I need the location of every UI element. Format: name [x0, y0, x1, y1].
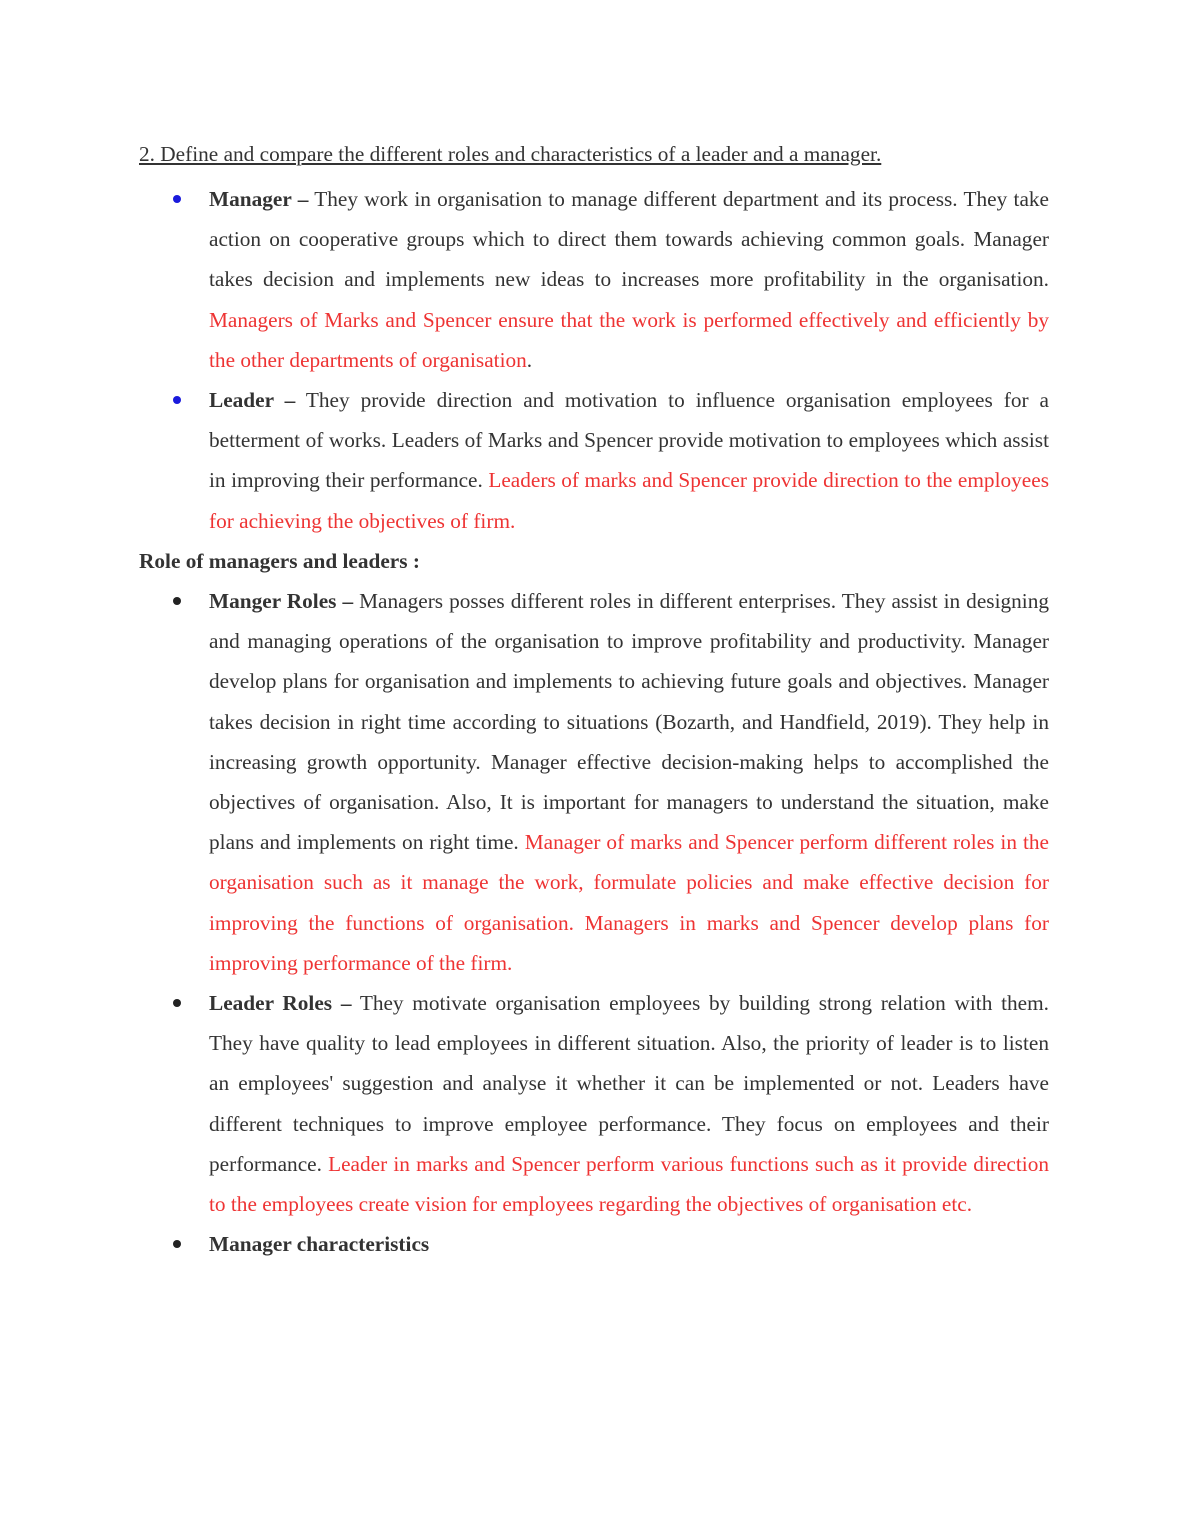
highlighted-text: Managers of Marks and Spencer ensure that the work is performed effectively and efficiently by the other departments of organisation	[209, 307, 1049, 372]
bullet-icon	[173, 597, 181, 605]
term-label: Manager –	[209, 187, 309, 211]
document-page	[139, 139, 1049, 1264]
highlighted-text: Leaders of marks and Spencer provide direction to the employees for achieving the objectives of firm.	[209, 468, 1049, 533]
term-label: Manger Roles –	[209, 589, 354, 614]
bullet-icon	[173, 396, 181, 404]
bullet-icon	[173, 195, 181, 203]
bullet-icon	[173, 1240, 181, 1248]
body-text: They motivate organisation employees by building strong relation with them. They have quality to lead employees in different situation. Also, the priority of leader is to listen an employees' suggestion and analyse it whether it can be implemented or not. Leaders have different techniques to improve employee performance. They focus on employees and their performance.	[209, 991, 1049, 1176]
term-label: Manager characteristics	[209, 1232, 430, 1257]
list-item-manager-definition	[139, 179, 1049, 380]
list-item-manager-roles	[139, 581, 1049, 983]
highlighted-text: Manager of marks and Spencer perform different roles in the organisation such as it manage the work, formulate policies and make effective decision for improving the functions of organisation. Managers in marks and Spencer develop plans for improving performance of the firm.	[209, 830, 1050, 975]
body-text: They provide direction and motivation to influence organisation employees for a betterment of works. Leaders of Marks and Spencer provide motivation to employees which assist in improving their performance.	[209, 388, 1049, 493]
term-label: Leader Roles –	[209, 991, 352, 1016]
roles-list	[139, 581, 1049, 1264]
body-text: They work in organisation to manage different department and its process. They take action on cooperative groups which to direct them towards achieving common goals. Manager takes decision and implements new ideas to increases more profitability in the organisation.	[209, 187, 1049, 292]
bullet-icon	[173, 999, 181, 1007]
list-item-leader-definition	[139, 380, 1049, 541]
question-heading: 2. Define and compare the different roles and characteristics of a leader and a manager.	[139, 142, 882, 166]
body-text: Managers posses different roles in different enterprises. They assist in designing and managing operations of the organisation to improve profitability and productivity. Manager develop plans for organisation and implements to achieving future goals and objectives. Manager takes decision in right time according to situations (Bozarth, and Handfield, 2019). They help in increasing growth opportunity. Manager effective decision-making helps to accomplished the objectives of organisation. Also, It is important for managers to understand the situation, make plans and implements on right time.	[209, 589, 1049, 855]
list-item-leader-roles	[139, 983, 1049, 1224]
trailing-text: .	[526, 347, 533, 372]
definitions-list	[139, 179, 1049, 541]
term-label: Leader –	[209, 388, 296, 413]
list-item-manager-characteristics	[139, 1224, 1049, 1264]
section-heading-roles: Role of managers and leaders :	[139, 548, 420, 573]
highlighted-text: Leader in marks and Spencer perform various functions such as it provide direction to the employees create vision for employees regarding the objectives of organisation etc.	[209, 1151, 1050, 1217]
